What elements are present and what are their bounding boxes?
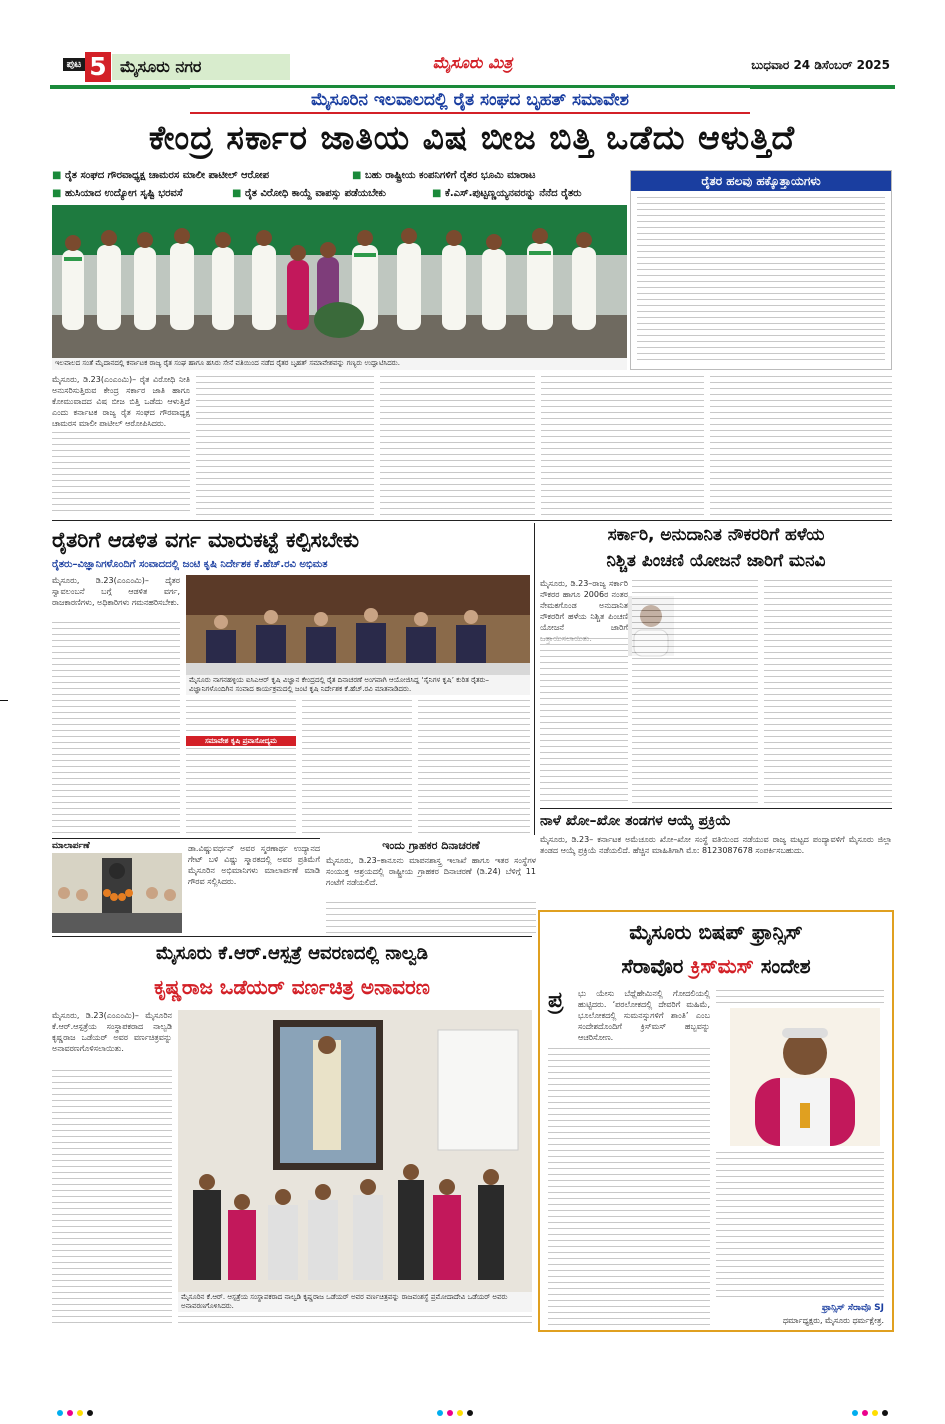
registration-marks bbox=[0, 1405, 945, 1421]
story3-headline-2: ನಿಶ್ಚಿತ ಪಿಂಚಣಿ ಯೋಜನೆ ಜಾರಿಗೆ ಮನವಿ bbox=[606, 551, 826, 571]
story5-col bbox=[326, 900, 536, 934]
lead-col-3 bbox=[380, 374, 535, 515]
story2-col-3 bbox=[302, 698, 412, 835]
story6-col-1 bbox=[52, 1068, 172, 1323]
story3-col-1 bbox=[540, 636, 628, 806]
paper-name: ಮೈಸೂರು ಮಿತ್ರ bbox=[432, 53, 513, 72]
story6-body-start: ಮೈಸೂರು, ಡಿ.23(ಎಂಎಂಮಿ)– ಮೈಸೂರಿನ ಕೆ.ಆರ್.ಆಸ್ಪತ್ರೆಯ ಸಂಸ್ಥಾಪಕರಾದ ನಾಲ್ವಡಿ ಕೃಷ್ಣರಾಜ ಒಡೆಯರ್ ಅವರ ವರ್ಣಚಿತ್ರವನ್ನು ಅನಾವರಣಗೊಳಿಸಲಾಯಿತು. bbox=[52, 1011, 172, 1053]
masthead bbox=[0, 0, 945, 96]
story7-col-3 bbox=[716, 1150, 884, 1300]
divider bbox=[52, 520, 892, 521]
sidebar-title: ರೈತರ ಹಲವು ಹಕ್ಕೊತ್ತಾಯಗಳು bbox=[631, 171, 891, 191]
page-number: 5 bbox=[89, 52, 107, 81]
bullet-item: ■ ರೈತ ವಿರೋಧಿ ಕಾಯ್ದೆ ವಾಪಸ್ಸು ಪಡೆಯಬೇಕು bbox=[232, 188, 386, 199]
bullet-icon: ■ bbox=[232, 188, 242, 199]
story5-body-start: ಮೈಸೂರು, ಡಿ.23–ಕಾನೂನು ಮಾಪನಶಾಸ್ತ್ರ ಇಲಾಖೆ ಹಾಗೂ ಇತರ ಸಂಸ್ಥೆಗಳ ಸಂಯುಕ್ತ ಆಶ್ರಯದಲ್ಲಿ ರಾಷ್ಟ್ರೀಯ ಗ್ರಾಹಕರ ದಿನಾಚರಣೆ (ಡಿ.24) ಬೆಳಿಗ್ಗೆ 11 ಗಂಟೆಗೆ ನಡೆಯಲಿದೆ. bbox=[326, 856, 536, 887]
story2-subhead: ರೈತರು–ವಿಜ್ಞಾನಿಗಳೊಂದಿಗೆ ಸಂವಾದದಲ್ಲಿ ಜಂಟಿ ಕೃಷಿ ನಿರ್ದೇಶಕ ಕೆ.ಹೆಚ್.ರವಿ ಅಭಿಮತ bbox=[52, 559, 328, 570]
story7-signature: ಫ್ರಾನ್ಸಿಸ್ ಸೆರಾವೊ SJ bbox=[821, 1303, 884, 1313]
divider bbox=[534, 523, 535, 835]
lead-col-4 bbox=[541, 374, 704, 515]
story6-photo-caption: ಮೈಸೂರಿನ ಕೆ.ಆರ್. ಆಸ್ಪತ್ರೆಯ ಸಂಸ್ಥಾಪಕರಾದ ನಾಲ್ವಡಿ ಕೃಷ್ಣರಾಜ ಒಡೆಯರ್ ಅವರ ವರ್ಣಚಿತ್ರವನ್ನು ರಾಜವಂಶಸ್ಥೆ ಪ್ರಮೋದಾದೇವಿ ಒಡೆಯರ್ ಅವರು ಅನಾವರಣಗೊಳಿಸಿದರು. bbox=[178, 1292, 532, 1312]
bullet-icon: ■ bbox=[352, 170, 362, 181]
story7-headline-2 bbox=[540, 949, 892, 983]
bullet-item: ■ ಬಹು ರಾಷ್ಟ್ರೀಯ ಕಂಪನಿಗಳಿಗೆ ರೈತರ ಭೂಮಿ ಮಾರಾಟ bbox=[352, 170, 536, 181]
lead-headline: ಕೇಂದ್ರ ಸರ್ಕಾರ ಜಾತಿಯ ವಿಷ ಬೀಜ ಬಿತ್ತಿ ಒಡೆದು ಆಳುತ್ತಿದೆ bbox=[148, 118, 796, 157]
story2-photo-caption: ಮೈಸೂರು ನಾಗನಹಳ್ಳಿಯ ಐಸಿಎಆರ್ ಕೃಷಿ ವಿಜ್ಞಾನ ಕೇಂದ್ರದಲ್ಲಿ ರೈತ ದಿನಾಚರಣೆ ಅಂಗವಾಗಿ ಆಯೋಜಿಸಿದ್ದ ‘ಸೈನಿಗಳ ಕೃಷಿ’ ಕುರಿತ ರೈತರು–ವಿಜ್ಞಾನಿಗಳೊಂದಿಗಿನ ಸಂವಾದ ಕಾರ್ಯಕ್ರಮದಲ್ಲಿ ಜಂಟಿ ಕೃಷಿ ನಿರ್ದೇಶಕ ಕೆ.ಹೆಚ್.ರವಿ ಮಾತನಾಡಿದರು. bbox=[186, 675, 530, 695]
bullet-icon: ■ bbox=[432, 188, 442, 199]
obit-photo bbox=[52, 853, 182, 933]
lead-photo-caption: ಇಲವಾಲದ ಸಂತೆ ಮೈದಾನದಲ್ಲಿ ಕರ್ನಾಟಕ ರಾಜ್ಯ ರೈತ ಸಂಘ ಹಾಗೂ ಹಸಿರು ಸೇನೆ ವತಿಯಿಂದ ನಡೆದ ರೈತರ ಬೃಹತ್ ಸಮಾವೇಶವನ್ನು ಗಣ್ಯರು ಉದ್ಘಾಟಿಸಿದರು. bbox=[52, 358, 627, 370]
bullet-icon: ■ bbox=[52, 170, 62, 181]
story6-headline-1: ಮೈಸೂರು ಕೆ.ಆರ್.ಆಸ್ಪತ್ರೆ ಆವರಣದಲ್ಲಿ ನಾಲ್ವಡಿ bbox=[156, 943, 428, 964]
sidebar-text bbox=[637, 195, 885, 365]
story6-headline-2: ಕೃಷ್ಣರಾಜ ಒಡೆಯರ್ ವರ್ಣಚಿತ್ರ ಅನಾವರಣ bbox=[154, 975, 430, 999]
bullet-icon: ■ bbox=[52, 188, 62, 199]
obit-label: ಮಾಲಾರ್ಪಣೆ bbox=[52, 841, 90, 851]
story2-headline: ರೈತರಿಗೆ ಆಡಳಿತ ವರ್ಗ ಮಾರುಕಟ್ಟೆ ಕಲ್ಪಿಸಬೇಕು bbox=[52, 528, 360, 552]
lead-col-2 bbox=[196, 374, 374, 515]
demands-sidebar bbox=[630, 170, 892, 370]
story7-headline-2-part-b: ಕ್ರಿಸ್‌ಮಸ್ bbox=[690, 954, 754, 978]
story2-photo bbox=[186, 575, 530, 675]
bullet-item: ■ ರೈತ ಸಂಘದ ಗೌರವಾಧ್ಯಕ್ಷ ಚಾಮರಸ ಮಾಲೀ ಪಾಟೀಲ್ ಆರೋಪ bbox=[52, 170, 269, 181]
margin-tick bbox=[0, 700, 8, 701]
lead-photo bbox=[52, 205, 627, 358]
story2-col-4 bbox=[418, 698, 530, 835]
section-title: ಮೈಸೂರು ನಗರ bbox=[120, 57, 202, 76]
story7-col-2 bbox=[716, 988, 884, 1008]
lead-kicker: ಮೈಸೂರಿನ ಇಲವಾಲದಲ್ಲಿ ರೈತ ಸಂಘದ ಬೃಹತ್ ಸಮಾವೇಶ bbox=[190, 88, 750, 114]
obit-box bbox=[52, 838, 320, 934]
lead-col-5 bbox=[710, 374, 892, 515]
story2-body-start: ಮೈಸೂರು, ಡಿ.23(ಎಂಎಂಮಿ)– ದೈತರ ಸ್ವಾವಲಂಬನೆ ಬಗ್ಗೆ ಆಡಳಿತ ವರ್ಗ, ರಾಜಕಾರಣಿಗಳು, ಅಧಿಕಾರಿಗಳು ಗಮನಹರಿಸಬೇಕು. bbox=[52, 576, 180, 607]
story3-body-start: ಮೈಸೂರು, ಡಿ.23–ರಾಜ್ಯ ಸರ್ಕಾರಿ ನೌಕರರ ಹಾಗೂ 2006ರ ನಂತರ ನೇಮಕಗೊಂಡ ಅನುದಾನಿತ ನೌಕರರಿಗೆ ಹಳೆಯ ನಿಶ್ಚಿತ ಪಿಂಚಣಿ ಯೋಜನೆ ಜಾರಿಗೆ bbox=[540, 579, 628, 632]
date: ಬುಧವಾರ 24 ಡಿಸೆಂಬರ್ 2025 bbox=[751, 58, 890, 72]
bullet-item: ■ ಕೆ.ಎಸ್.ಪುಟ್ಟಣ್ಣಯ್ಯನವರನ್ನು ನೆನೆದ ರೈತರು bbox=[432, 188, 582, 199]
story7-headline-2-part-a: ಸೆರಾವೊರ bbox=[621, 954, 691, 978]
lead-body-start: ಮೈಸೂರು, ಡಿ.23(ಎಂಎಂಮಿ)– ರೈತ ವಿರೋಧಿ ನೀತಿ ಅನುಸರಿಸುತ್ತಿರುವ ಕೇಂದ್ರ ಸರ್ಕಾರ ಜಾತಿ ಹಾಗೂ ಕೋಮುವಾದದ ವಿಷ ಬೀಜ ಬಿತ್ತಿ ಒಡೆದು ಆಳುತ್ತಿದೆ ಎಂದು ಕರ್ನಾಟಕ ರಾಜ್ಯ ರೈತ ಸಂಘದ ಗೌರವಾಧ್ಯಕ್ಷ ಚಾಮರಸ ಮಾಲೀ ಪಾಟೀಲ್ ಆರೋಪಿಸಿದರು. bbox=[52, 375, 190, 428]
story7-headline-1: ಮೈಸೂರು ಬಿಷಪ್ ಫ್ರಾನ್ಸಿಸ್ bbox=[629, 920, 803, 944]
bishop-portrait bbox=[730, 1008, 880, 1146]
story3-col-2 bbox=[632, 578, 758, 806]
story7-col-1 bbox=[548, 1046, 710, 1326]
story2-col-1 bbox=[52, 620, 180, 835]
story4-headline: ನಾಳೆ ಖೋ–ಖೋ ತಂಡಗಳ ಆಯ್ಕೆ ಪ್ರಕ್ರಿಯೆ bbox=[540, 813, 731, 829]
story7-headline-2-part-c: ಸಂದೇಶ bbox=[753, 954, 811, 978]
story2-col-2 bbox=[186, 698, 296, 835]
story2-boxed-label: ಸಮಾವೇಶ ಕೃಷಿ ಪ್ರವಾಸೋದ್ಯಮ bbox=[186, 736, 296, 746]
divider bbox=[52, 936, 532, 937]
story5-headline: ಇಂದು ಗ್ರಾಹಕರ ದಿನಾಚರಣೆ bbox=[382, 839, 480, 852]
divider bbox=[540, 808, 892, 809]
story3-col-3 bbox=[764, 578, 892, 806]
lead-bullets bbox=[52, 167, 627, 203]
bullet-item: ■ ಹುಸಿಯಾದ ಉದ್ಯೋಗ ಸೃಷ್ಟಿ ಭರವಸೆ bbox=[52, 188, 183, 199]
story7-drop-cap: ಪ್ರ bbox=[548, 988, 564, 1013]
story4-body-start: ಮೈಸೂರು, ಡಿ.23– ಕರ್ನಾಟಕ ಅಮೆಚೂರು ಖೋ–ಖೋ ಸಂಸ್ಥೆ ವತಿಯಿಂದ ನಡೆಯುವ ರಾಜ್ಯ ಮಟ್ಟದ ಪಂದ್ಯಾವಳಿಗೆ ಮೈಸೂರು ಜಿಲ್ಲಾ ತಂಡದ ಆಯ್ಕೆ ಪ್ರಕ್ರಿಯೆ ನಡೆಯಲಿದೆ. ಹೆಚ್ಚಿನ ಮಾಹಿತಿಗಾಗಿ ಮೊ: 8123087678 ಸಂಪರ್ಕಿಸಬಹುದು. bbox=[540, 835, 892, 855]
story6-photo bbox=[178, 1010, 532, 1292]
story7-signature-title: ಧರ್ಮಾಧ್ಯಕ್ಷರು, ಮೈಸೂರು ಧರ್ಮಕ್ಷೇತ್ರ. bbox=[782, 1316, 884, 1325]
obit-text: ಡಾ.ವಿಷ್ಣುವರ್ಧನ್ ಅವರ ಸ್ಮರಣಾರ್ಥ ಉದ್ಯಾನದ ಗೇಟ್ ಬಳಿ ವಿಷ್ಣು ಸ್ಮಾರಕದಲ್ಲಿ ಅವರ ಪ್ರತಿಮೆಗೆ ಮೈಸೂರಿನ ಅಭಿಮಾನಿಗಳು ಮಾಲಾರ್ಪಣೆ ಮಾಡಿ ಗೌರವ ಸಲ್ಲಿಸಿದರು. bbox=[188, 844, 320, 886]
page-label: ಪುಟ bbox=[63, 58, 85, 71]
story7-body-start: ಭು ಯೇಸು ಬೆಥ್ಲೆಹೇಮಿನಲ್ಲಿ ಗೋದಲಿಯಲ್ಲಿ ಹುಟ್ಟಿದರು. ‘ಪರಲೋಕದಲ್ಲಿ ದೇವರಿಗೆ ಮಹಿಮೆ, ಭೂಲೋಕದಲ್ಲಿ ಸುಮನಸ್ಸುಗಳಿಗೆ ಶಾಂತಿ’ ಎಂಬ ಸಂದೇಶದೊಂದಿಗೆ ಕ್ರಿಸ್‌ಮಸ್ ಹಬ್ಬವನ್ನು ಆಚರಿಸೋಣ. bbox=[578, 989, 710, 1042]
story6-col-3 bbox=[178, 1314, 532, 1324]
story3-headline-1: ಸರ್ಕಾರಿ, ಅನುದಾನಿತ ನೌಕರರಿಗೆ ಹಳೆಯ bbox=[607, 525, 825, 545]
lead-col-1 bbox=[52, 430, 190, 515]
